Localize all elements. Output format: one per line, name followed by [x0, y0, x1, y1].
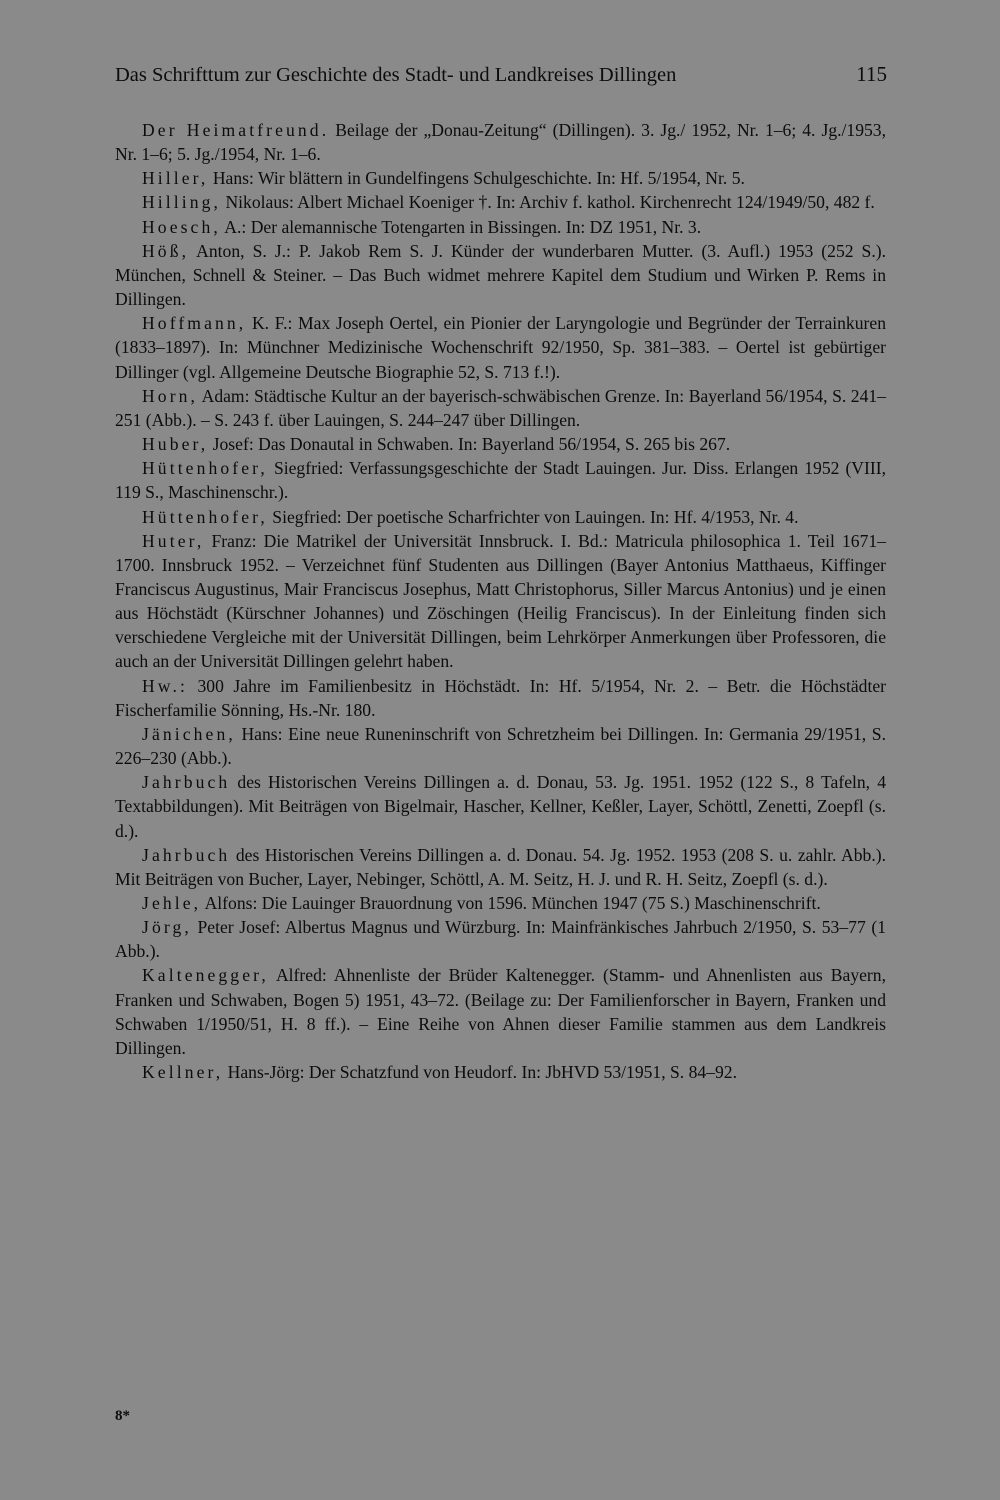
entry-author: Jahrbuch	[142, 844, 231, 865]
bibliography-list	[115, 118, 886, 1084]
entry-author: Höß,	[142, 240, 190, 261]
entry-text: des Historischen Vereins Dillingen a. d. Donau, 53. Jg. 1951. 1952 (122 S., 8 Tafeln, 4 Textabbildungen). Mit Beiträgen von Bigelmair, Hascher, Kellner, Keßler, Layer, Schöttl, Zenetti, Zoepfl (s. d.).	[115, 772, 886, 841]
entry-text: Franz: Die Matrikel der Universität Innsbruck. I. Bd.: Matricula philosophica 1. Teil 1671–1700. Innsbruck 1952. – Verzeichnet fünf Studenten aus Dillingen (Bayer Antonius Matthaeus, Kiffinger Franciscus Augustinus, Mair Franciscus Josephus, Matt Christophorus, Siller Marcus Antonius) und je einen aus Höchstädt (Kürschner Johannes) und Zöschingen (Heilig Franciscus). In der Einleitung finden sich verschiedene Vergleiche mit der Universität Dillingen, beim Lehrkörper Anmerkungen über Professoren, die auch an der Universität Dillingen gelehrt haben.	[115, 530, 886, 672]
entry-text: Josef: Das Donautal in Schwaben. In: Bayerland 56/1954, S. 265 bis 267.	[208, 434, 731, 455]
bibliography-entry	[115, 674, 886, 722]
entry-author: Hw.:	[142, 675, 188, 696]
bibliography-entry	[115, 432, 886, 456]
bibliography-entry	[115, 190, 886, 214]
entry-text: Alfred: Ahnenliste der Brüder Kaltenegger. (Stamm- und Ahnenlisten aus Bayern, Franken und Schwaben, Bogen 5) 1951, 43–72. (Beilage zu: Der Familienforscher in Bayern, Franken und Schwaben 1/1950/51, H. 8 ff.). – Eine Reihe von Ahnen dieser Familie stammen aus dem Landkreis Dillingen.	[115, 965, 886, 1058]
entry-text: Adam: Städtische Kultur an der bayerisch-schwäbischen Grenze. In: Bayerland 56/1954, S. 241–251 (Abb.). – S. 243 f. über Lauingen, S. 244–247 über Dillingen.	[115, 385, 886, 430]
running-title: Das Schrifttum zur Geschichte des Stadt- und Landkreises Dillingen	[115, 64, 677, 86]
entry-author: Der Heimatfreund.	[142, 120, 330, 140]
bibliography-entry	[115, 722, 886, 770]
entry-text: Siegfried: Der poetische Scharfrichter von Lauingen. In: Hf. 4/1953, Nr. 4.	[267, 506, 799, 527]
bibliography-entry	[115, 915, 886, 963]
entry-text: Beilage der „Donau-Zeitung“ (Dillingen). 3. Jg./ 1952, Nr. 1–6; 4. Jg./1953, Nr. 1–6; 5. Jg./1954, Nr. 1–6.	[115, 120, 886, 165]
bibliography-entry	[115, 1060, 886, 1084]
bibliography-entry	[115, 529, 886, 674]
entry-text: Hans-Jörg: Der Schatzfund von Heudorf. In: JbHVD 53/1951, S. 84–92.	[223, 1062, 737, 1083]
entry-author: Kaltenegger,	[142, 965, 269, 986]
entry-author: Jahrbuch	[142, 772, 231, 793]
entry-text: Nikolaus: Albert Michael Koeniger †. In: Archiv f. kathol. Kirchenrecht 124/1949/50, 482 f.	[221, 192, 875, 213]
running-header	[115, 62, 887, 96]
bibliography-entry	[115, 963, 886, 1060]
page-number: 115	[856, 62, 887, 86]
entry-author: Horn,	[142, 385, 199, 406]
entry-author: Jörg,	[142, 917, 192, 938]
entry-author: Hoffmann,	[142, 313, 247, 334]
entry-text: Alfons: Die Lauinger Brauordnung von 1596. München 1947 (75 S.) Maschinenschrift.	[201, 893, 821, 913]
bibliography-entry	[115, 239, 886, 311]
entry-author: Jehle,	[142, 893, 202, 913]
bibliography-entry	[115, 311, 886, 383]
entry-text: des Historischen Vereins Dillingen a. d. Donau. 54. Jg. 1952. 1953 (208 S. u. zahlr. Abb.). Mit Beiträgen von Bucher, Layer, Nebinger, Schöttl, A. M. Seitz, H. J. und R. H. Seitz, Zoepfl (s. d.).	[115, 844, 886, 889]
bibliography-entry	[115, 215, 886, 239]
entry-text: 300 Jahre im Familienbesitz in Höchstädt. In: Hf. 5/1954, Nr. 2. – Betr. die Höchstädter Fischerfamilie Sönning, Hs.-Nr. 180.	[115, 675, 886, 720]
entry-author: Hilling,	[142, 192, 222, 213]
entry-text: Hans: Eine neue Runeninschrift von Schretzheim bei Dillingen. In: Germania 29/1951, S. 226–230 (Abb.).	[115, 723, 886, 769]
bibliography-entry	[115, 456, 886, 504]
entry-text: K. F.: Max Joseph Oertel, ein Pionier der Laryngologie und Begründer der Terrainkuren (1833–1897). In: Münchner Medizinische Wochenschrift 92/1950, Sp. 381–383. – Oertel ist gebürtiger Dillinger (vgl. Allgemeine Deutsche Biographie 52, S. 713 f.!).	[115, 313, 886, 382]
entry-text: Siegfried: Verfassungsgeschichte der Stadt Lauingen. Jur. Diss. Erlangen 1952 (VIII, 119 S., Maschinenschr.).	[115, 458, 886, 503]
entry-author: Jänichen,	[142, 723, 236, 744]
entry-author: Hoesch,	[142, 216, 221, 237]
bibliography-entry	[115, 843, 886, 891]
bibliography-entry	[115, 384, 886, 432]
bibliography-entry	[115, 505, 886, 529]
signature-mark: 8*	[115, 1408, 130, 1424]
entry-author: Huter,	[142, 530, 205, 551]
entry-author: Huber,	[142, 434, 209, 455]
entry-text: A.: Der alemannische Totengarten in Bissingen. In: DZ 1951, Nr. 3.	[220, 216, 702, 237]
entry-author: Hiller,	[142, 168, 209, 189]
entry-author: Kellner,	[142, 1062, 224, 1083]
entry-text: Peter Josef: Albertus Magnus und Würzburg. In: Mainfränkisches Jahrbuch 2/1950, S. 53–77 (1 Abb.).	[115, 917, 886, 962]
bibliography-entry	[115, 891, 886, 915]
bibliography-entry	[115, 770, 886, 842]
entry-text: Hans: Wir blättern in Gundelfingens Schulgeschichte. In: Hf. 5/1954, Nr. 5.	[208, 168, 745, 189]
entry-text: Anton, S. J.: P. Jakob Rem S. J. Künder der wunderbaren Mutter. (3. Aufl.) 1953 (252 S.). München, Schnell & Steiner. – Das Buch widmet mehrere Kapitel dem Studium und Wirken P. Rems in Dillingen.	[115, 240, 886, 310]
bibliography-entry	[115, 118, 886, 166]
entry-author: Hüttenhofer,	[142, 506, 268, 527]
entry-author: Hüttenhofer,	[142, 458, 268, 479]
bibliography-entry	[115, 166, 886, 190]
